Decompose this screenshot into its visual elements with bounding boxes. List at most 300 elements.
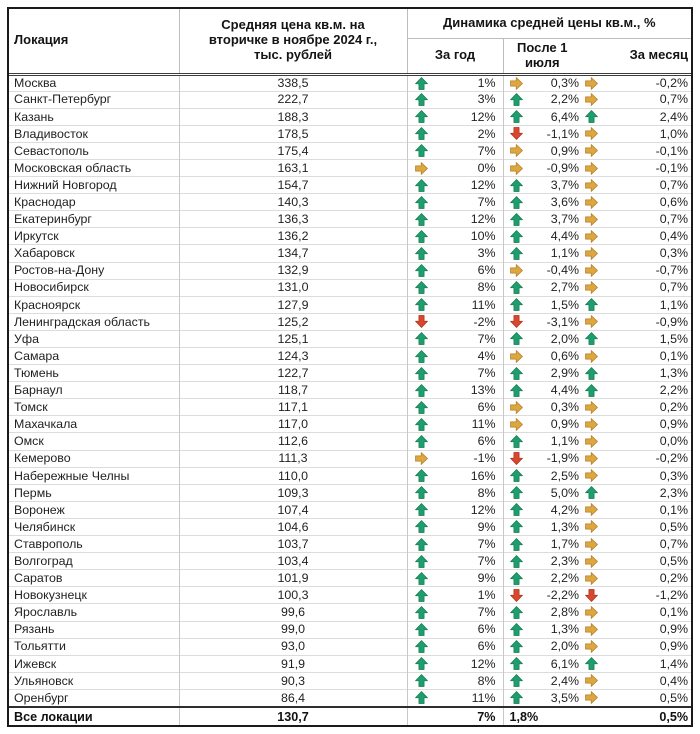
up-arrow-icon — [510, 538, 523, 551]
up-arrow-icon — [510, 213, 523, 226]
year-cell — [407, 638, 503, 655]
column-header-dynamics: Динамика средней цены кв.м., % — [407, 9, 691, 38]
year-value: 6% — [477, 434, 496, 449]
year-cell — [407, 536, 503, 553]
right-arrow-icon — [585, 640, 598, 653]
month-cell — [581, 74, 691, 91]
july-value: 2,4% — [550, 673, 579, 688]
up-arrow-icon — [415, 384, 428, 397]
year-cell — [407, 450, 503, 467]
price-cell: 99,0 — [179, 621, 407, 638]
right-arrow-icon — [510, 144, 523, 157]
location-cell: Рязань — [9, 621, 179, 638]
column-header-year: За год — [407, 38, 503, 74]
up-arrow-icon — [415, 179, 428, 192]
month-value: -0,1% — [655, 160, 689, 175]
july-cell — [503, 211, 581, 228]
year-cell — [407, 177, 503, 194]
totals-location: Все локации — [9, 707, 179, 725]
right-arrow-icon — [585, 350, 598, 363]
month-value: 0,7% — [659, 92, 689, 107]
up-arrow-icon — [510, 384, 523, 397]
location-cell: Владивосток — [9, 125, 179, 142]
year-cell — [407, 142, 503, 159]
july-cell — [503, 108, 581, 125]
up-arrow-icon — [510, 640, 523, 653]
location-cell: Набережные Челны — [9, 467, 179, 484]
up-arrow-icon — [415, 555, 428, 568]
table-row — [9, 125, 691, 142]
price-cell: 122,7 — [179, 365, 407, 382]
month-value: 1,3% — [659, 365, 689, 380]
location-cell: Воронеж — [9, 501, 179, 518]
location-cell: Ижевск — [9, 655, 179, 672]
july-value: -3,1% — [546, 314, 579, 329]
table-row — [9, 501, 691, 518]
july-cell — [503, 621, 581, 638]
july-value: 2,2% — [550, 92, 579, 107]
year-cell — [407, 296, 503, 313]
month-cell — [581, 399, 691, 416]
july-cell — [503, 348, 581, 365]
right-arrow-icon — [585, 315, 598, 328]
year-value: 16% — [470, 468, 496, 483]
year-value: 9% — [477, 519, 496, 534]
year-cell — [407, 553, 503, 570]
price-cell: 109,3 — [179, 484, 407, 501]
up-arrow-icon — [415, 538, 428, 551]
right-arrow-icon — [585, 572, 598, 585]
table-row — [9, 74, 691, 91]
table-row — [9, 279, 691, 296]
month-value: 0,3% — [659, 246, 689, 261]
month-value: 0,9% — [659, 639, 689, 654]
price-cell: 110,0 — [179, 467, 407, 484]
location-cell: Екатеринбург — [9, 211, 179, 228]
totals-month: 0,5% — [659, 709, 689, 724]
right-arrow-icon — [585, 401, 598, 414]
price-cell: 154,7 — [179, 177, 407, 194]
location-cell: Саратов — [9, 570, 179, 587]
july-cell — [503, 553, 581, 570]
month-cell — [581, 330, 691, 347]
right-arrow-icon — [510, 350, 523, 363]
july-value: 3,7% — [550, 212, 579, 227]
month-cell — [581, 313, 691, 330]
month-value: 0,3% — [659, 468, 689, 483]
month-cell — [581, 518, 691, 535]
right-arrow-icon — [585, 281, 598, 294]
july-value: 0,3% — [550, 400, 579, 415]
july-value: 4,2% — [550, 502, 579, 517]
up-arrow-icon — [510, 691, 523, 704]
july-value: 2,3% — [550, 553, 579, 568]
month-value: 1,5% — [659, 331, 689, 346]
right-arrow-icon — [510, 77, 523, 90]
up-arrow-icon — [415, 401, 428, 414]
table-row — [9, 570, 691, 587]
price-cell: 93,0 — [179, 638, 407, 655]
up-arrow-icon — [415, 503, 428, 516]
down-arrow-icon — [510, 589, 523, 602]
month-value: 0,7% — [659, 536, 689, 551]
price-cell: 132,9 — [179, 262, 407, 279]
july-cell — [503, 142, 581, 159]
totals-after-july: 1,8% — [509, 709, 539, 724]
month-value: -0,9% — [655, 314, 689, 329]
table-row — [9, 348, 691, 365]
up-arrow-icon — [510, 606, 523, 619]
up-arrow-icon — [585, 332, 598, 345]
price-cell: 107,4 — [179, 501, 407, 518]
month-cell — [581, 228, 691, 245]
year-cell — [407, 108, 503, 125]
july-cell — [503, 74, 581, 91]
month-cell — [581, 501, 691, 518]
up-arrow-icon — [415, 520, 428, 533]
location-cell: Волгоград — [9, 553, 179, 570]
month-value: 0,7% — [659, 280, 689, 295]
month-value: -0,7% — [655, 263, 689, 278]
up-arrow-icon — [510, 367, 523, 380]
month-value: 0,4% — [659, 229, 689, 244]
up-arrow-icon — [585, 298, 598, 311]
july-value: 1,3% — [550, 519, 579, 534]
july-cell — [503, 399, 581, 416]
year-value: 7% — [477, 195, 496, 209]
table-row — [9, 689, 691, 707]
month-value: 0,2% — [659, 400, 689, 415]
right-arrow-icon — [510, 264, 523, 277]
up-arrow-icon — [415, 127, 428, 140]
up-arrow-icon — [415, 196, 428, 209]
july-cell — [503, 245, 581, 262]
price-cell: 125,2 — [179, 313, 407, 330]
july-cell — [503, 467, 581, 484]
july-cell — [503, 416, 581, 433]
table-row — [9, 553, 691, 570]
location-cell: Челябинск — [9, 518, 179, 535]
price-cell: 101,9 — [179, 570, 407, 587]
up-arrow-icon — [415, 640, 428, 653]
month-value: 0,7% — [659, 177, 689, 192]
up-arrow-icon — [510, 93, 523, 106]
price-cell: 134,7 — [179, 245, 407, 262]
year-cell — [407, 228, 503, 245]
location-cell: Хабаровск — [9, 245, 179, 262]
location-cell: Новосибирск — [9, 279, 179, 296]
down-arrow-icon — [510, 315, 523, 328]
month-cell — [581, 279, 691, 296]
july-cell — [503, 194, 581, 211]
year-cell — [407, 689, 503, 707]
table-row — [9, 604, 691, 621]
price-cell: 111,3 — [179, 450, 407, 467]
year-cell — [407, 159, 503, 176]
year-value: 7% — [477, 143, 496, 158]
year-value: 12% — [470, 502, 496, 517]
month-value: -0,1% — [655, 143, 689, 158]
up-arrow-icon — [585, 486, 598, 499]
july-value: 6,4% — [550, 109, 579, 124]
table-row — [9, 536, 691, 553]
location-cell: Новокузнецк — [9, 587, 179, 604]
up-arrow-icon — [415, 367, 428, 380]
year-value: 11% — [471, 417, 496, 432]
price-cell: 118,7 — [179, 382, 407, 399]
table-body — [9, 74, 691, 707]
month-value: 0,1% — [659, 348, 689, 363]
totals-price: 130,7 — [179, 707, 407, 725]
up-arrow-icon — [415, 230, 428, 243]
july-value: 1,1% — [550, 246, 579, 261]
up-arrow-icon — [415, 77, 428, 90]
july-value: 2,2% — [550, 571, 579, 586]
month-cell — [581, 570, 691, 587]
month-value: 1,0% — [659, 126, 689, 141]
month-value: 0,0% — [659, 434, 689, 449]
month-value: 2,2% — [659, 383, 689, 398]
up-arrow-icon — [510, 674, 523, 687]
july-value: -0,4% — [546, 263, 579, 278]
up-arrow-icon — [415, 657, 428, 670]
month-value: 0,7% — [659, 212, 689, 227]
up-arrow-icon — [510, 555, 523, 568]
up-arrow-icon — [415, 606, 428, 619]
year-cell — [407, 655, 503, 672]
up-arrow-icon — [415, 110, 428, 123]
price-cell: 103,7 — [179, 536, 407, 553]
month-cell — [581, 125, 691, 142]
month-cell — [581, 655, 691, 672]
month-cell — [581, 211, 691, 228]
up-arrow-icon — [585, 384, 598, 397]
month-value: 0,1% — [659, 502, 689, 517]
up-arrow-icon — [415, 691, 428, 704]
month-cell — [581, 638, 691, 655]
location-cell: Казань — [9, 108, 179, 125]
right-arrow-icon — [585, 452, 598, 465]
location-cell: Москва — [9, 74, 179, 91]
price-cell: 99,6 — [179, 604, 407, 621]
table-row — [9, 467, 691, 484]
table-row — [9, 108, 691, 125]
year-cell — [407, 570, 503, 587]
price-cell: 100,3 — [179, 587, 407, 604]
table-row — [9, 313, 691, 330]
right-arrow-icon — [585, 469, 598, 482]
up-arrow-icon — [510, 503, 523, 516]
year-cell — [407, 194, 503, 211]
up-arrow-icon — [415, 435, 428, 448]
month-value: 0,6% — [659, 195, 689, 209]
up-arrow-icon — [415, 281, 428, 294]
year-cell — [407, 382, 503, 399]
up-arrow-icon — [510, 469, 523, 482]
column-header-month: За месяц — [629, 47, 689, 63]
up-arrow-icon — [510, 230, 523, 243]
july-cell — [503, 450, 581, 467]
july-value: 1,3% — [550, 622, 579, 637]
year-value: 2% — [477, 126, 496, 141]
year-value: -1% — [473, 451, 496, 466]
month-value: -1,2% — [655, 588, 689, 603]
table-row — [9, 91, 691, 108]
table-row — [9, 621, 691, 638]
location-cell: Махачкала — [9, 416, 179, 433]
right-arrow-icon — [585, 555, 598, 568]
table-row — [9, 450, 691, 467]
month-value: 0,5% — [659, 519, 689, 534]
right-arrow-icon — [585, 93, 598, 106]
month-value: 1,4% — [659, 656, 689, 671]
location-cell: Ленинградская область — [9, 313, 179, 330]
right-arrow-icon — [415, 162, 428, 175]
down-arrow-icon — [510, 127, 523, 140]
month-cell — [581, 484, 691, 501]
july-value: 1,5% — [550, 297, 579, 312]
price-cell: 338,5 — [179, 74, 407, 91]
year-value: 11% — [471, 297, 496, 312]
july-cell — [503, 655, 581, 672]
month-cell — [581, 467, 691, 484]
table-row — [9, 416, 691, 433]
location-cell: Ярославль — [9, 604, 179, 621]
table-row — [9, 484, 691, 501]
up-arrow-icon — [415, 247, 428, 260]
month-cell — [581, 672, 691, 689]
july-value: 3,5% — [550, 690, 579, 705]
location-cell: Самара — [9, 348, 179, 365]
up-arrow-icon — [415, 469, 428, 482]
price-cell: 222,7 — [179, 91, 407, 108]
location-cell: Ульяновск — [9, 672, 179, 689]
down-arrow-icon — [510, 452, 523, 465]
year-cell — [407, 74, 503, 91]
month-value: 0,9% — [659, 417, 689, 432]
year-cell — [407, 416, 503, 433]
july-cell — [503, 587, 581, 604]
year-cell — [407, 518, 503, 535]
month-cell — [581, 91, 691, 108]
month-value: 0,4% — [659, 673, 689, 688]
year-cell — [407, 621, 503, 638]
july-value: -1,1% — [546, 126, 579, 141]
year-value: 7% — [477, 536, 496, 551]
price-cell: 117,0 — [179, 416, 407, 433]
year-value: 7% — [477, 605, 496, 620]
location-cell: Омск — [9, 433, 179, 450]
year-cell — [407, 125, 503, 142]
table-row — [9, 159, 691, 176]
july-cell — [503, 279, 581, 296]
up-arrow-icon — [415, 264, 428, 277]
year-value: 3% — [477, 92, 496, 107]
july-cell — [503, 262, 581, 279]
july-value: 0,9% — [550, 143, 579, 158]
right-arrow-icon — [585, 77, 598, 90]
location-cell: Московская область — [9, 159, 179, 176]
year-value: 12% — [470, 656, 496, 671]
right-arrow-icon — [585, 503, 598, 516]
right-arrow-icon — [585, 144, 598, 157]
right-arrow-icon — [585, 162, 598, 175]
up-arrow-icon — [415, 350, 428, 363]
table-row — [9, 365, 691, 382]
july-value: 3,7% — [550, 177, 579, 192]
july-cell — [503, 330, 581, 347]
month-cell — [581, 159, 691, 176]
up-arrow-icon — [415, 144, 428, 157]
july-value: 2,0% — [550, 639, 579, 654]
right-arrow-icon — [585, 418, 598, 431]
year-value: -2% — [473, 314, 496, 329]
right-arrow-icon — [585, 538, 598, 551]
month-cell — [581, 245, 691, 262]
price-cell: 163,1 — [179, 159, 407, 176]
month-cell — [581, 108, 691, 125]
right-arrow-icon — [510, 401, 523, 414]
year-value: 9% — [477, 571, 496, 586]
year-value: 12% — [470, 109, 496, 124]
right-arrow-icon — [585, 520, 598, 533]
up-arrow-icon — [415, 93, 428, 106]
column-header-price: Средняя цена кв.м. на вторичке в ноябре 2024 г., тыс. рублей — [179, 9, 407, 74]
year-value: 1% — [477, 588, 496, 603]
year-value: 8% — [477, 673, 496, 688]
up-arrow-icon — [510, 247, 523, 260]
price-cell: 178,5 — [179, 125, 407, 142]
month-value: 0,2% — [659, 571, 689, 586]
down-arrow-icon — [415, 315, 428, 328]
location-cell: Оренбург — [9, 689, 179, 707]
table-row — [9, 399, 691, 416]
july-cell — [503, 570, 581, 587]
right-arrow-icon — [585, 435, 598, 448]
up-arrow-icon — [510, 520, 523, 533]
right-arrow-icon — [585, 674, 598, 687]
year-value: 12% — [470, 212, 496, 227]
location-cell: Тюмень — [9, 365, 179, 382]
price-cell: 103,4 — [179, 553, 407, 570]
month-cell — [581, 177, 691, 194]
july-cell — [503, 501, 581, 518]
table-header — [9, 9, 691, 74]
up-arrow-icon — [510, 623, 523, 636]
location-cell: Пермь — [9, 484, 179, 501]
location-cell: Ростов-на-Дону — [9, 262, 179, 279]
price-cell: 140,3 — [179, 194, 407, 211]
month-cell — [581, 296, 691, 313]
location-cell: Красноярск — [9, 296, 179, 313]
up-arrow-icon — [415, 674, 428, 687]
up-arrow-icon — [510, 110, 523, 123]
year-cell — [407, 348, 503, 365]
year-value: 12% — [470, 177, 496, 192]
year-value: 3% — [477, 246, 496, 261]
july-cell — [503, 536, 581, 553]
july-cell — [503, 382, 581, 399]
year-value: 4% — [477, 348, 496, 363]
year-cell — [407, 604, 503, 621]
location-cell: Санкт-Петербург — [9, 91, 179, 108]
table-row — [9, 142, 691, 159]
location-cell: Севастополь — [9, 142, 179, 159]
month-cell — [581, 604, 691, 621]
year-value: 6% — [477, 622, 496, 637]
table-row — [9, 433, 691, 450]
table-row — [9, 211, 691, 228]
